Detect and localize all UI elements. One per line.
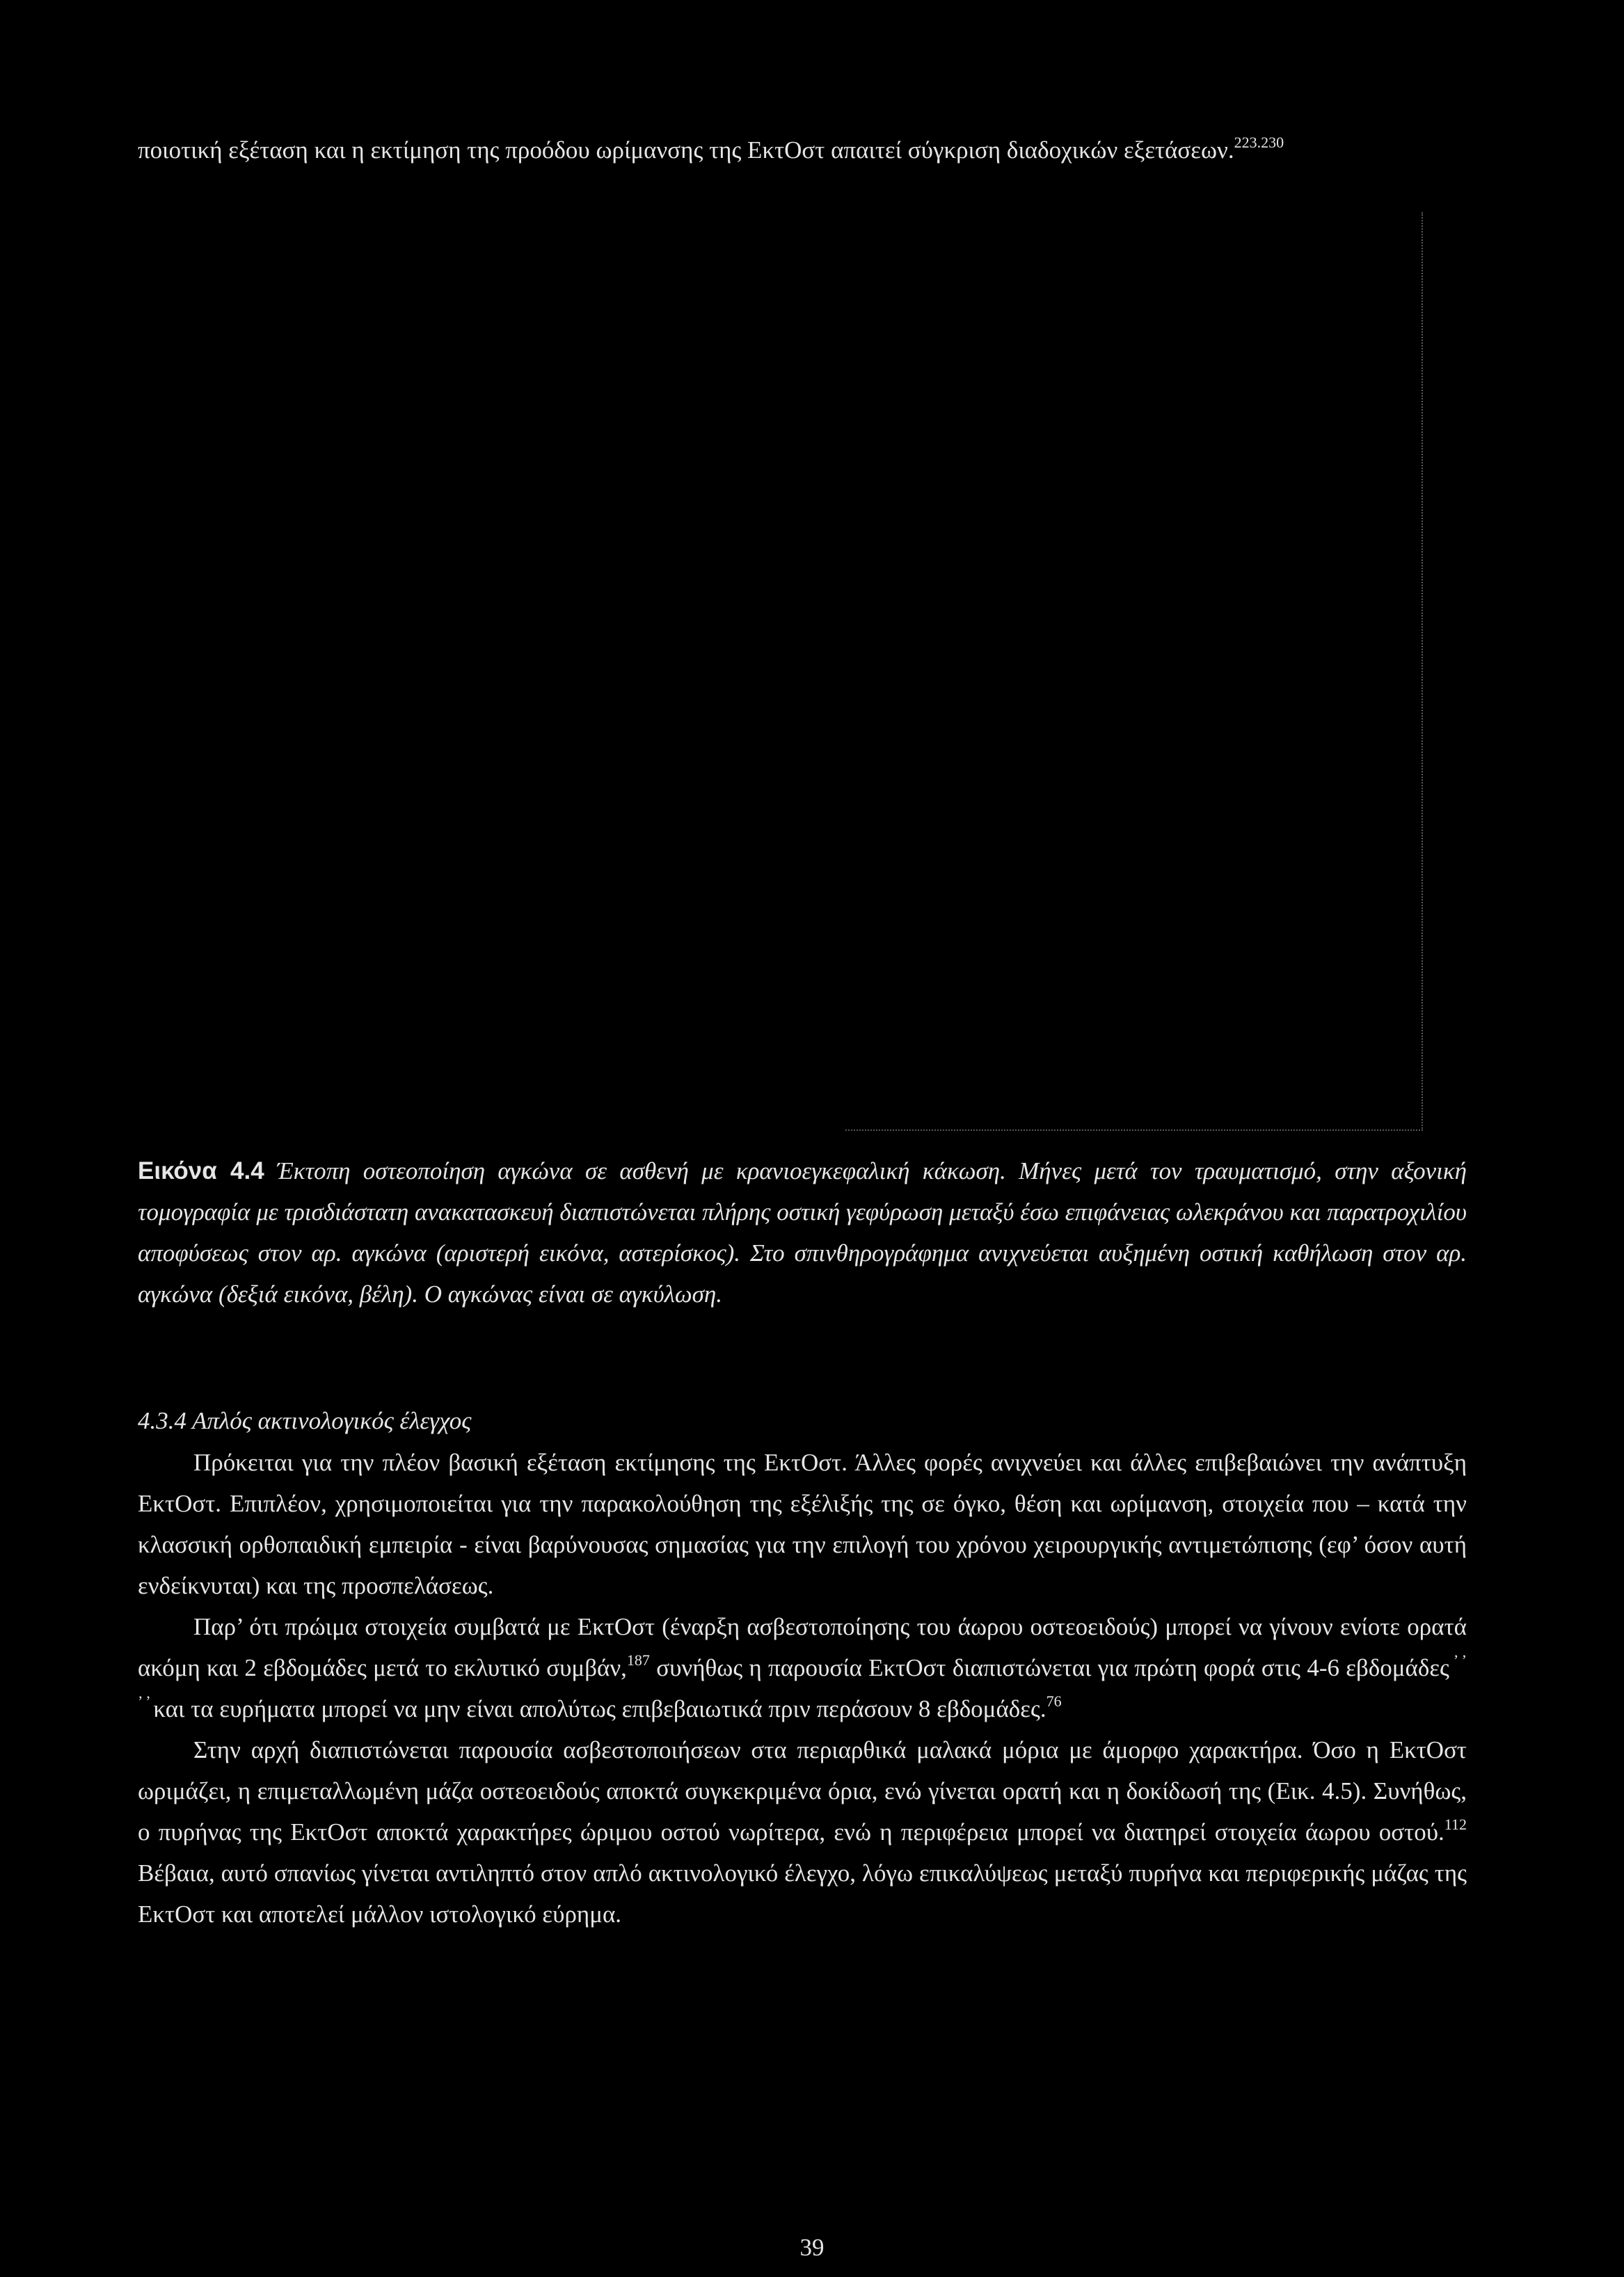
figure-caption [138,1150,1467,1315]
figure-image-area [845,212,1423,1131]
section-heading [138,1400,1467,1441]
section-heading-text: 4.3.4 Απλός ακτινολογικός έλεγχος [138,1407,472,1434]
paragraph-1: Πρόκειται για την πλέον βασική εξέταση εκτίμησης της ΕκτΟστ. Άλλες φορές ανιχνεύει και άλλες επιβεβαιώνει την ανάπτυξη ΕκτΟστ. Επιπλέον, χρησιμοποιείται για την παρακολούθηση της εξέλιξής της σε όγκο, θέση και ωρίμανση, στοιχεία που – κατά την κλασσική ορθοπαιδική εμπειρία - είναι βαρύνουσας σημασίας για την επιλογή του χρόνου χειρουργικής αντιμετώπισης (εφ’ όσον αυτή ενδείκνυται) και της προσπελάσεως. [138,1449,1467,1599]
intro-paragraph [138,129,1467,170]
paragraph-2-part-b: συνήθως η παρουσία ΕκτΟστ διαπιστώνεται για πρώτη φορά στις 4-6 εβδομάδες [649,1654,1449,1681]
body-text [138,1442,1467,1935]
figure-right-border [1422,212,1423,1131]
paragraph-2 [138,1606,1467,1729]
figure-label: Εικόνα 4.4 [138,1157,264,1184]
figure-caption-text: Έκτοπη οστεοποίηση αγκώνα σε ασθενή με κρανιοεγκεφαλική κάκωση. Μήνες μετά τον τραυματισμό, στην αξονική τομογραφία με τρισδιάστατη ανακατασκευή διαπιστώνεται πλήρης οστική γεφύρωση μεταξύ έσω επιφάνειας ωλεκράνου και παρατροχιλίου αποφύσεως στον αρ. αγκώνα (αριστερή εικόνα, αστερίσκος). Στο σπινθηρογράφημα ανιχνεύεται αυξημένη οστική καθήλωση στον αρ. αγκώνα (δεξιά εικόνα, βέλη). Ο αγκώνας είναι σε αγκύλωση. [138,1157,1467,1308]
paragraph-2-part-a: Παρ’ ότι πρώιμα στοιχεία συμβατά με ΕκτΟστ (έναρξη ασβεστοποίησης του άωρου οστεοειδούς) μπορεί να γίνουν ενίοτε ορατά ακόμη και 2 εβδομάδες μετά το εκλυτικό συμβάν, [138,1613,1467,1681]
figure-bottom-border [845,1129,1423,1131]
paragraph-2-part-c: και τα ευρήματα μπορεί να μην είναι απολύτως επιβεβαιωτικά πριν περάσουν 8 εβδομάδες. [153,1695,1046,1722]
paragraph-3-part-b: Βέβαια, αυτό σπανίως γίνεται αντιληπτό στον απλό ακτινολογικό έλεγχο, λόγω επικαλύψεως μεταξύ πυρήνα και περιφερικής μάζας της ΕκτΟστ και αποτελεί μάλλον ιστολογικό εύρημα. [138,1859,1467,1928]
paragraph-3 [138,1729,1467,1935]
intro-reference: 223.230 [1234,134,1284,151]
paragraph-3-reference: 112 [1444,1816,1467,1833]
paragraph-2-reference-2: 76 [1046,1692,1062,1710]
paragraph-2-reference-marks: ’ ’ ’ ’ [138,1651,1467,1710]
intro-text: ποιοτική εξέταση και η εκτίμηση της προόδου ωρίμανσης της ΕκτΟστ απαιτεί σύγκριση διαδοχικών εξετάσεων. [138,136,1234,164]
paragraph-2-reference-1: 187 [626,1651,650,1669]
page-number: 39 [799,2234,825,2261]
paragraph-3-part-a: Στην αρχή διαπιστώνεται παρουσία ασβεστοποιήσεων στα περιαρθικά μαλακά μόρια με άμορφο χαρακτήρα. Όσο η ΕκτΟστ ωριμάζει, η επιμεταλλωμένη μάζα οστεοειδούς αποκτά συγκεκριμένα όρια, ενώ γίνεται ορατή και η δοκίδωσή της (Εικ. 4.5). Συνήθως, ο πυρήνας της ΕκτΟστ αποκτά χαρακτήρες ώριμου οστού νωρίτερα, ενώ η περιφέρεια μπορεί να διατηρεί στοιχεία άωρου οστού. [138,1736,1467,1846]
